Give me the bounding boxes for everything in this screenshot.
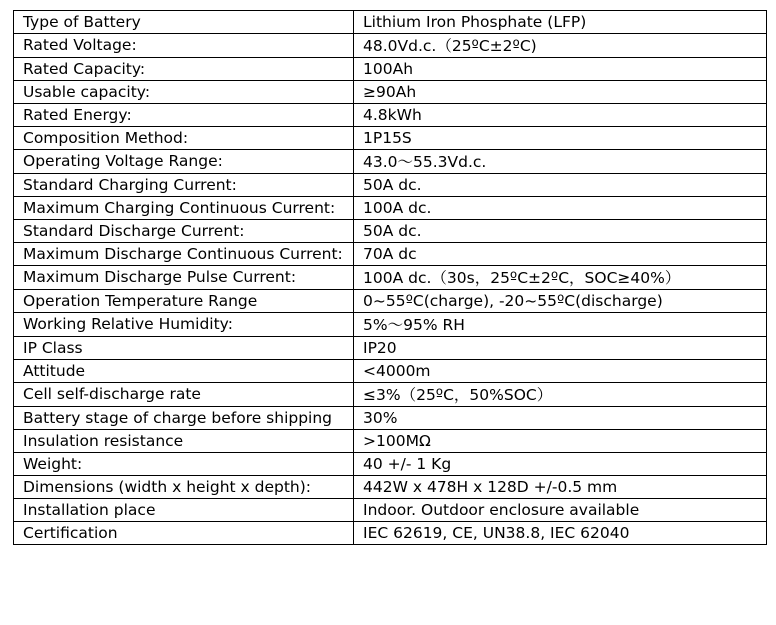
param-cell: Maximum Discharge Pulse Current: bbox=[14, 266, 354, 290]
value-cell: 100Ah bbox=[354, 58, 767, 81]
value-cell: 5%～95% RH bbox=[354, 313, 767, 337]
param-cell: Composition Method: bbox=[14, 127, 354, 150]
param-cell: Maximum Charging Continuous Current: bbox=[14, 197, 354, 220]
table-row bbox=[14, 243, 767, 266]
value-cell: IEC 62619, CE, UN38.8, IEC 62040 bbox=[354, 522, 767, 545]
param-cell: Standard Discharge Current: bbox=[14, 220, 354, 243]
table-row bbox=[14, 313, 767, 337]
table-row bbox=[14, 383, 767, 407]
param-cell: Working Relative Humidity: bbox=[14, 313, 354, 337]
param-cell: Operation Temperature Range bbox=[14, 290, 354, 313]
battery-spec-table bbox=[13, 10, 767, 545]
value-cell: 70A dc bbox=[354, 243, 767, 266]
value-cell: ≥90Ah bbox=[354, 81, 767, 104]
table-row bbox=[14, 58, 767, 81]
value-cell: 4.8kWh bbox=[354, 104, 767, 127]
table-row bbox=[14, 430, 767, 453]
table-row bbox=[14, 499, 767, 522]
table-row bbox=[14, 360, 767, 383]
value-cell: 48.0Vd.c.（25ºC±2ºC) bbox=[354, 34, 767, 58]
param-cell: Installation place bbox=[14, 499, 354, 522]
param-cell: Type of Battery bbox=[14, 11, 354, 34]
value-cell: 100A dc. bbox=[354, 197, 767, 220]
value-cell: 30% bbox=[354, 407, 767, 430]
table-row bbox=[14, 197, 767, 220]
table-row bbox=[14, 522, 767, 545]
table-row bbox=[14, 337, 767, 360]
table-row bbox=[14, 476, 767, 499]
value-cell: IP20 bbox=[354, 337, 767, 360]
param-cell: Rated Capacity: bbox=[14, 58, 354, 81]
table-row bbox=[14, 127, 767, 150]
table-row bbox=[14, 266, 767, 290]
value-cell: 0~55ºC(charge), -20~55ºC(discharge) bbox=[354, 290, 767, 313]
value-cell: 442W x 478H x 128D +/-0.5 mm bbox=[354, 476, 767, 499]
param-cell: Cell self-discharge rate bbox=[14, 383, 354, 407]
value-cell: 40 +/- 1 Kg bbox=[354, 453, 767, 476]
table-row bbox=[14, 290, 767, 313]
value-cell: Lithium Iron Phosphate (LFP) bbox=[354, 11, 767, 34]
param-cell: Dimensions (width x height x depth): bbox=[14, 476, 354, 499]
value-cell: Indoor. Outdoor enclosure available bbox=[354, 499, 767, 522]
table-row bbox=[14, 11, 767, 34]
param-cell: Insulation resistance bbox=[14, 430, 354, 453]
table-row bbox=[14, 453, 767, 476]
table-row bbox=[14, 150, 767, 174]
param-cell: Battery stage of charge before shipping bbox=[14, 407, 354, 430]
table-row bbox=[14, 34, 767, 58]
table-row bbox=[14, 407, 767, 430]
table-row bbox=[14, 174, 767, 197]
value-cell: 50A dc. bbox=[354, 174, 767, 197]
param-cell: Operating Voltage Range: bbox=[14, 150, 354, 174]
param-cell: Weight: bbox=[14, 453, 354, 476]
table-row bbox=[14, 220, 767, 243]
param-cell: Attitude bbox=[14, 360, 354, 383]
param-cell: Certification bbox=[14, 522, 354, 545]
table-row bbox=[14, 104, 767, 127]
param-cell: Usable capacity: bbox=[14, 81, 354, 104]
value-cell: 1P15S bbox=[354, 127, 767, 150]
param-cell: Maximum Discharge Continuous Current: bbox=[14, 243, 354, 266]
param-cell: Rated Voltage: bbox=[14, 34, 354, 58]
param-cell: IP Class bbox=[14, 337, 354, 360]
param-cell: Standard Charging Current: bbox=[14, 174, 354, 197]
param-cell: Rated Energy: bbox=[14, 104, 354, 127]
table-row bbox=[14, 81, 767, 104]
value-cell: 43.0～55.3Vd.c. bbox=[354, 150, 767, 174]
value-cell: ≤3%（25ºC，50%SOC） bbox=[354, 383, 767, 407]
value-cell: <4000m bbox=[354, 360, 767, 383]
value-cell: 100A dc.（30s，25ºC±2ºC，SOC≥40%） bbox=[354, 266, 767, 290]
value-cell: 50A dc. bbox=[354, 220, 767, 243]
value-cell: >100MΩ bbox=[354, 430, 767, 453]
